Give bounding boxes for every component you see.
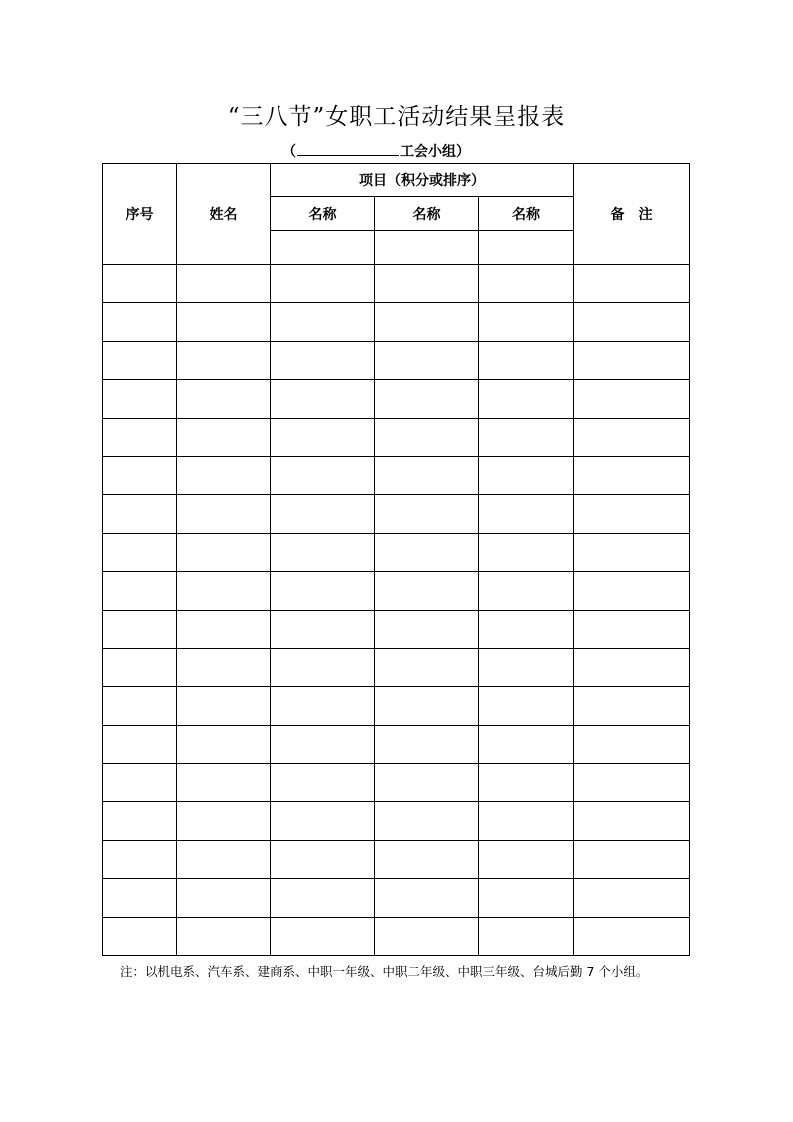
table-cell[interactable] — [177, 533, 271, 571]
table-cell[interactable] — [574, 687, 690, 725]
header-remark: 备 注 — [574, 164, 690, 265]
table-cell[interactable] — [177, 687, 271, 725]
table-cell[interactable] — [103, 802, 177, 840]
table-cell[interactable] — [574, 725, 690, 763]
table-cell[interactable] — [574, 879, 690, 917]
table-cell[interactable] — [103, 572, 177, 610]
table-cell[interactable] — [574, 341, 690, 379]
table-cell[interactable] — [574, 572, 690, 610]
table-cell[interactable] — [271, 572, 375, 610]
table-cell[interactable] — [375, 303, 479, 341]
table-row — [103, 495, 690, 533]
footnote: 注：以机电系、汽车系、建商系、中职一年级、中职二年级、中职三年级、台城后勤 7 个小组。 — [120, 964, 649, 979]
table-row — [103, 418, 690, 456]
table-cell[interactable] — [271, 802, 375, 840]
table-row — [103, 725, 690, 763]
table-cell[interactable] — [574, 265, 690, 303]
table-cell[interactable] — [479, 533, 574, 571]
table-cell[interactable] — [479, 341, 574, 379]
table-cell[interactable] — [177, 303, 271, 341]
table-row — [103, 687, 690, 725]
table-cell[interactable] — [271, 687, 375, 725]
table-cell[interactable] — [271, 840, 375, 878]
table-cell[interactable] — [271, 418, 375, 456]
item-name-input-3[interactable] — [479, 231, 574, 265]
table-cell[interactable] — [574, 495, 690, 533]
table-cell[interactable] — [103, 456, 177, 494]
table-cell[interactable] — [103, 610, 177, 648]
table-cell[interactable] — [271, 610, 375, 648]
table-cell[interactable] — [375, 917, 479, 955]
table-cell[interactable] — [574, 610, 690, 648]
table-cell[interactable] — [103, 303, 177, 341]
table-cell[interactable] — [574, 917, 690, 955]
table-row — [103, 879, 690, 917]
table-cell[interactable] — [375, 610, 479, 648]
table-row — [103, 917, 690, 955]
table-cell[interactable] — [103, 418, 177, 456]
table-cell[interactable] — [103, 764, 177, 802]
table-cell[interactable] — [271, 495, 375, 533]
table-cell[interactable] — [271, 265, 375, 303]
table-cell[interactable] — [271, 303, 375, 341]
table-cell[interactable] — [375, 802, 479, 840]
table-cell[interactable] — [271, 879, 375, 917]
table-cell[interactable] — [479, 879, 574, 917]
table-row — [103, 265, 690, 303]
table-cell[interactable] — [479, 265, 574, 303]
table-cell[interactable] — [574, 418, 690, 456]
table-cell[interactable] — [103, 687, 177, 725]
table-cell[interactable] — [375, 648, 479, 686]
table-cell[interactable] — [574, 802, 690, 840]
table-cell[interactable] — [479, 840, 574, 878]
table-cell[interactable] — [375, 495, 479, 533]
header-row-1 — [103, 164, 690, 197]
table-cell[interactable] — [177, 802, 271, 840]
union-group-blank[interactable] — [297, 141, 399, 156]
header-project: 项目（积分或排序） — [271, 164, 574, 197]
subtitle-suffix: 工会小组） — [400, 144, 470, 160]
table-row — [103, 610, 690, 648]
table-cell[interactable] — [574, 456, 690, 494]
table-cell[interactable] — [103, 341, 177, 379]
table-cell[interactable] — [271, 341, 375, 379]
table-cell[interactable] — [479, 303, 574, 341]
table-cell[interactable] — [103, 648, 177, 686]
table-row — [103, 303, 690, 341]
union-group-line — [282, 141, 470, 161]
table-cell[interactable] — [103, 380, 177, 418]
item-name-input-1[interactable] — [271, 231, 375, 265]
table-cell[interactable] — [103, 879, 177, 917]
table-cell[interactable] — [271, 764, 375, 802]
report-table — [102, 163, 690, 956]
document-title: “三八节”女职工活动结果呈报表 — [227, 104, 566, 130]
table-cell[interactable] — [103, 265, 177, 303]
header-item-name-3: 名称 — [479, 197, 574, 231]
table-cell[interactable] — [479, 648, 574, 686]
table-cell[interactable] — [574, 380, 690, 418]
table-cell[interactable] — [103, 917, 177, 955]
table-cell[interactable] — [103, 533, 177, 571]
table-cell[interactable] — [177, 610, 271, 648]
table-cell[interactable] — [103, 840, 177, 878]
table-cell[interactable] — [271, 648, 375, 686]
table-cell[interactable] — [375, 764, 479, 802]
table-row — [103, 456, 690, 494]
table-cell[interactable] — [375, 380, 479, 418]
table-cell[interactable] — [375, 725, 479, 763]
table-cell[interactable] — [479, 456, 574, 494]
table-row — [103, 380, 690, 418]
table-row — [103, 840, 690, 878]
table-cell[interactable] — [574, 303, 690, 341]
table-row — [103, 533, 690, 571]
table-cell[interactable] — [177, 341, 271, 379]
table-row — [103, 764, 690, 802]
table-cell[interactable] — [271, 917, 375, 955]
table-cell[interactable] — [375, 687, 479, 725]
table-row — [103, 648, 690, 686]
table-cell[interactable] — [479, 764, 574, 802]
table-cell[interactable] — [375, 456, 479, 494]
table-cell[interactable] — [177, 265, 271, 303]
table-cell[interactable] — [479, 917, 574, 955]
table-row — [103, 341, 690, 379]
table-cell[interactable] — [271, 380, 375, 418]
table-cell[interactable] — [177, 380, 271, 418]
table-cell[interactable] — [177, 725, 271, 763]
table-cell[interactable] — [479, 572, 574, 610]
table-cell[interactable] — [479, 802, 574, 840]
header-index: 序号 — [103, 164, 177, 265]
table-cell[interactable] — [375, 533, 479, 571]
table-cell[interactable] — [574, 648, 690, 686]
table-cell[interactable] — [177, 879, 271, 917]
table-cell[interactable] — [375, 341, 479, 379]
header-item-name-2: 名称 — [375, 197, 479, 231]
header-name: 姓名 — [177, 164, 271, 265]
table-cell[interactable] — [574, 533, 690, 571]
table-cell[interactable] — [375, 265, 479, 303]
table-cell[interactable] — [479, 418, 574, 456]
table-cell[interactable] — [177, 840, 271, 878]
table-cell[interactable] — [177, 495, 271, 533]
table-cell[interactable] — [479, 610, 574, 648]
subtitle-open: （ — [282, 144, 296, 160]
table-cell[interactable] — [177, 917, 271, 955]
table-cell[interactable] — [574, 840, 690, 878]
table-cell[interactable] — [375, 840, 479, 878]
table-cell[interactable] — [271, 533, 375, 571]
table-cell[interactable] — [375, 418, 479, 456]
table-cell[interactable] — [103, 725, 177, 763]
table-cell[interactable] — [479, 495, 574, 533]
table-cell[interactable] — [177, 456, 271, 494]
header-item-name-1: 名称 — [271, 197, 375, 231]
table-cell[interactable] — [479, 687, 574, 725]
table-cell[interactable] — [271, 456, 375, 494]
table-cell[interactable] — [479, 725, 574, 763]
table-cell[interactable] — [177, 572, 271, 610]
table-cell[interactable] — [177, 418, 271, 456]
table-row — [103, 572, 690, 610]
table-cell[interactable] — [479, 380, 574, 418]
table-cell[interactable] — [574, 764, 690, 802]
table-cell[interactable] — [177, 648, 271, 686]
table-cell[interactable] — [271, 725, 375, 763]
table-cell[interactable] — [375, 572, 479, 610]
item-name-input-2[interactable] — [375, 231, 479, 265]
table-cell[interactable] — [375, 879, 479, 917]
table-cell[interactable] — [177, 764, 271, 802]
table-row — [103, 802, 690, 840]
table-cell[interactable] — [103, 495, 177, 533]
table-body — [103, 265, 690, 956]
